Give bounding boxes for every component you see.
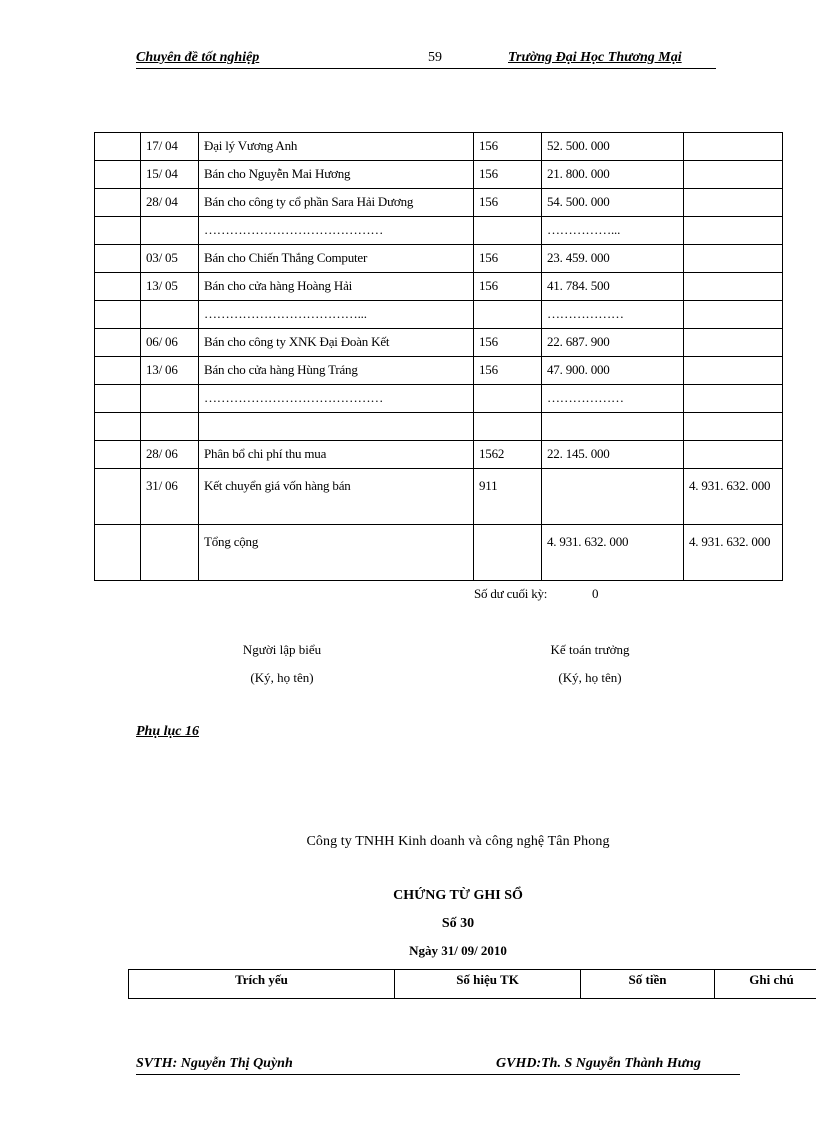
row-index-cell bbox=[95, 469, 141, 525]
date-cell: 13/ 05 bbox=[141, 273, 199, 301]
credit-cell bbox=[684, 273, 783, 301]
table-row bbox=[95, 525, 783, 581]
credit-cell bbox=[684, 413, 783, 441]
row-index-cell bbox=[95, 413, 141, 441]
credit-cell bbox=[684, 217, 783, 245]
description-cell: Kết chuyển giá vốn hàng bán bbox=[199, 469, 474, 525]
credit-cell bbox=[684, 385, 783, 413]
row-index-cell bbox=[95, 329, 141, 357]
debit-cell: 22. 145. 000 bbox=[542, 441, 684, 469]
preparer-title: Người lập biểu bbox=[242, 642, 322, 657]
description-cell: Bán cho cửa hàng Hùng Tráng bbox=[199, 357, 474, 385]
date-cell: 31/ 06 bbox=[141, 469, 199, 525]
row-index-cell bbox=[95, 161, 141, 189]
credit-cell bbox=[684, 189, 783, 217]
row-index-cell bbox=[95, 385, 141, 413]
row-index-cell bbox=[95, 133, 141, 161]
table-row bbox=[95, 329, 783, 357]
description-cell: …………………………………… bbox=[199, 217, 474, 245]
table-row bbox=[95, 189, 783, 217]
closing-balance-label: Số dư cuối kỳ: bbox=[474, 586, 548, 601]
debit-cell: 4. 931. 632. 000 bbox=[542, 525, 684, 581]
date-cell bbox=[141, 525, 199, 581]
table-row bbox=[95, 161, 783, 189]
description-cell: …………………………………… bbox=[199, 385, 474, 413]
credit-cell bbox=[684, 301, 783, 329]
credit-cell: 4. 931. 632. 000 bbox=[684, 469, 783, 525]
account-cell bbox=[474, 525, 542, 581]
debit-cell bbox=[542, 469, 684, 525]
row-index-cell bbox=[95, 525, 141, 581]
account-cell bbox=[474, 413, 542, 441]
appendix-title: Phụ lục 16 bbox=[136, 724, 200, 739]
description-cell: Bán cho Chiến Thắng Computer bbox=[199, 245, 474, 273]
account-cell: 156 bbox=[474, 245, 542, 273]
debit-cell: 52. 500. 000 bbox=[542, 133, 684, 161]
account-cell: 156 bbox=[474, 329, 542, 357]
voucher-table bbox=[128, 969, 816, 999]
account-cell bbox=[474, 301, 542, 329]
voucher-title: CHỨNG TỪ GHI SỔ bbox=[393, 888, 523, 903]
accountant-signature bbox=[510, 642, 670, 686]
account-cell bbox=[474, 385, 542, 413]
table-row bbox=[95, 385, 783, 413]
debit-cell bbox=[542, 413, 684, 441]
description-cell: Bán cho công ty cổ phần Sara Hải Dương bbox=[199, 189, 474, 217]
date-cell bbox=[141, 413, 199, 441]
credit-cell bbox=[684, 161, 783, 189]
date-cell: 06/ 06 bbox=[141, 329, 199, 357]
row-index-cell bbox=[95, 301, 141, 329]
credit-cell bbox=[684, 133, 783, 161]
voucher-col-account: Số hiệu TK bbox=[395, 970, 581, 999]
table-row bbox=[95, 273, 783, 301]
description-cell: Bán cho công ty XNK Đại Đoàn Kết bbox=[199, 329, 474, 357]
credit-cell: 4. 931. 632. 000 bbox=[684, 525, 783, 581]
date-cell bbox=[141, 385, 199, 413]
closing-balance bbox=[474, 586, 599, 602]
row-index-cell bbox=[95, 273, 141, 301]
page-header bbox=[136, 48, 716, 69]
page-footer bbox=[136, 1054, 740, 1075]
description-cell: Bán cho cửa hàng Hoàng Hải bbox=[199, 273, 474, 301]
footer-advisor: GVHD:Th. S Nguyễn Thành Hưng bbox=[496, 1056, 701, 1071]
date-cell: 17/ 04 bbox=[141, 133, 199, 161]
credit-cell bbox=[684, 245, 783, 273]
description-cell bbox=[199, 413, 474, 441]
company-name: Công ty TNHH Kinh doanh và công nghệ Tân Phong bbox=[306, 834, 610, 849]
table-row bbox=[95, 217, 783, 245]
preparer-note: (Ký, họ tên) bbox=[250, 670, 314, 685]
ledger-body bbox=[95, 133, 783, 581]
credit-cell bbox=[684, 329, 783, 357]
voucher-number: Số 30 bbox=[441, 916, 475, 931]
row-index-cell bbox=[95, 245, 141, 273]
account-cell: 156 bbox=[474, 273, 542, 301]
debit-cell: 41. 784. 500 bbox=[542, 273, 684, 301]
table-row bbox=[95, 357, 783, 385]
voucher-col-summary: Trích yếu bbox=[129, 970, 395, 999]
voucher-col-amount: Số tiền bbox=[581, 970, 715, 999]
date-cell: 03/ 05 bbox=[141, 245, 199, 273]
debit-cell: ……………... bbox=[542, 217, 684, 245]
date-cell: 28/ 06 bbox=[141, 441, 199, 469]
debit-cell: ……………… bbox=[542, 301, 684, 329]
description-cell: Tổng cộng bbox=[199, 525, 474, 581]
account-cell: 1562 bbox=[474, 441, 542, 469]
table-row bbox=[95, 133, 783, 161]
credit-cell bbox=[684, 441, 783, 469]
header-thesis-title: Chuyên đề tốt nghiệp bbox=[136, 50, 260, 65]
closing-balance-value: 0 bbox=[592, 586, 599, 601]
date-cell: 28/ 04 bbox=[141, 189, 199, 217]
date-cell: 13/ 06 bbox=[141, 357, 199, 385]
description-cell: Phân bổ chi phí thu mua bbox=[199, 441, 474, 469]
description-cell: ………………………………... bbox=[199, 301, 474, 329]
table-row bbox=[95, 413, 783, 441]
date-cell bbox=[141, 301, 199, 329]
account-cell: 156 bbox=[474, 133, 542, 161]
debit-cell: 54. 500. 000 bbox=[542, 189, 684, 217]
debit-cell: 21. 800. 000 bbox=[542, 161, 684, 189]
debit-cell: 22. 687. 900 bbox=[542, 329, 684, 357]
row-index-cell bbox=[95, 189, 141, 217]
credit-cell bbox=[684, 357, 783, 385]
account-cell: 911 bbox=[474, 469, 542, 525]
row-index-cell bbox=[95, 357, 141, 385]
account-cell bbox=[474, 217, 542, 245]
table-row bbox=[95, 441, 783, 469]
voucher-col-note: Ghi chú bbox=[715, 970, 816, 999]
accountant-title: Kế toán trưởng bbox=[550, 642, 630, 657]
description-cell: Đại lý Vương Anh bbox=[199, 133, 474, 161]
description-cell: Bán cho Nguyễn Mai Hương bbox=[199, 161, 474, 189]
table-row bbox=[95, 301, 783, 329]
date-cell bbox=[141, 217, 199, 245]
row-index-cell bbox=[95, 441, 141, 469]
table-row bbox=[95, 469, 783, 525]
account-cell: 156 bbox=[474, 161, 542, 189]
footer-student: SVTH: Nguyễn Thị Quỳnh bbox=[136, 1056, 293, 1071]
ledger-table bbox=[94, 132, 783, 581]
row-index-cell bbox=[95, 217, 141, 245]
accountant-note: (Ký, họ tên) bbox=[558, 670, 622, 685]
debit-cell: 47. 900. 000 bbox=[542, 357, 684, 385]
header-page-number: 59 bbox=[428, 50, 442, 65]
debit-cell: 23. 459. 000 bbox=[542, 245, 684, 273]
table-row bbox=[95, 245, 783, 273]
account-cell: 156 bbox=[474, 357, 542, 385]
date-cell: 15/ 04 bbox=[141, 161, 199, 189]
debit-cell: ……………… bbox=[542, 385, 684, 413]
voucher-header-row bbox=[129, 970, 816, 999]
voucher-date: Ngày 31/ 09/ 2010 bbox=[409, 943, 507, 958]
preparer-signature bbox=[202, 642, 362, 686]
header-university: Trường Đại Học Thương Mại bbox=[508, 50, 682, 65]
account-cell: 156 bbox=[474, 189, 542, 217]
